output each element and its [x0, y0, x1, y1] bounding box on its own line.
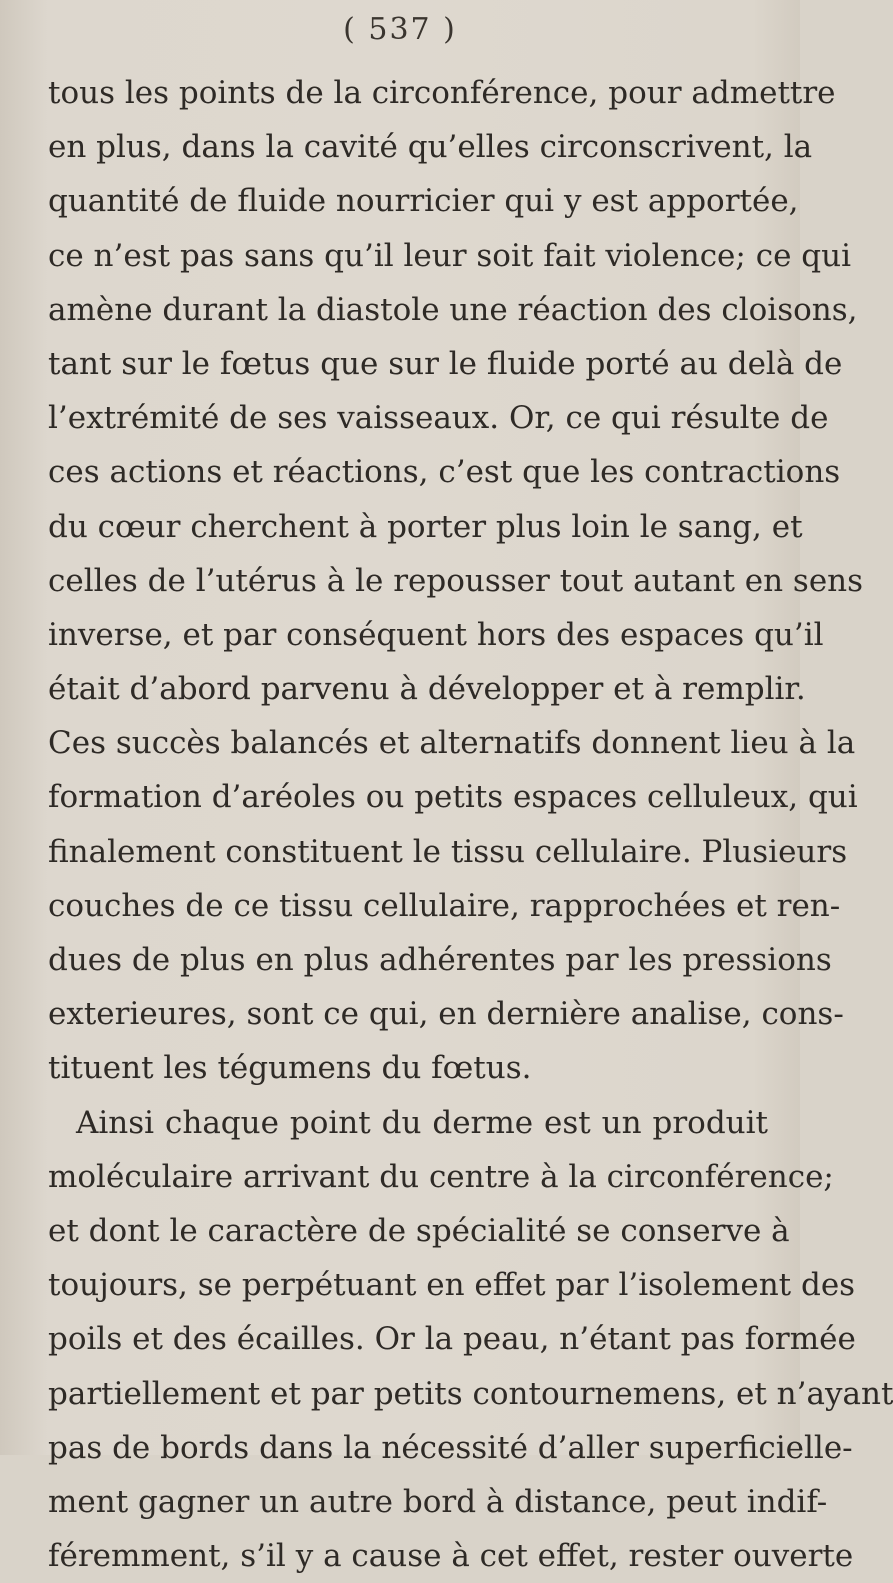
paragraph-end-line: tituent les tégumens du fœtus. — [48, 1050, 532, 1087]
text-line: dues de plus en plus adhérentes par les pressions — [48, 942, 832, 978]
text-line: toujours, se perpétuant en effet par l’isolement des — [48, 1267, 856, 1304]
text-line: ce n’est pas sans qu’il leur soit fait violence; ce qui — [48, 237, 851, 274]
text-line: couches de ce tissu cellulaire, rapprochées et ren- — [48, 887, 841, 924]
text-line: quantité de fluide nourricier qui y est apportée, — [48, 183, 799, 220]
text-line: tant sur le fœtus que sur le fluide porté au delà de — [48, 345, 843, 382]
text-line: ment gagner un autre bord à distance, peut indif- — [48, 1483, 828, 1520]
page-number: ( 537 ) — [343, 12, 457, 47]
text-line: du cœur cherchent à porter plus loin le sang, et — [48, 508, 803, 545]
text-line: Ces succès balancés et alternatifs donnent lieu à la — [48, 725, 856, 762]
text-line: ces actions et réactions, c’est que les contractions — [48, 454, 841, 491]
text-line: partiellement et par petits contournemens, et n’ayant — [48, 1375, 893, 1412]
text-line: et dont le caractère de spécialité se conserve à — [48, 1212, 790, 1249]
text-line: l’extrémité de ses vaisseaux. Or, ce qui résulte de — [48, 400, 829, 437]
text-line: tous les points de la circonférence, pour admettre — [48, 75, 836, 111]
text-line: poils et des écailles. Or la peau, n’étant pas formée — [48, 1321, 856, 1358]
paragraph-start-line: Ainsi chaque point du derme est un produit — [76, 1104, 768, 1141]
body-text — [48, 66, 893, 1583]
text-line: pas de bords dans la nécessité d’aller superficielle- — [48, 1429, 853, 1466]
text-line: en plus, dans la cavité qu’elles circonscrivent, la — [48, 129, 813, 166]
text-line: moléculaire arrivant du centre à la circonférence; — [48, 1158, 834, 1195]
text-line: celles de l’utérus à le repousser tout autant en sens — [48, 562, 864, 599]
text-line: finalement constituent le tissu cellulaire. Plusieurs — [48, 833, 848, 870]
text-line: amène durant la diastole une réaction des cloisons, — [48, 291, 858, 328]
text-line: féremment, s’il y a cause à cet effet, rester ouverte — [48, 1538, 854, 1575]
text-line: exterieures, sont ce qui, en dernière analise, cons- — [48, 996, 844, 1033]
text-line: était d’abord parvenu à développer et à remplir. — [48, 671, 806, 708]
text-line: formation d’aréoles ou petits espaces celluleux, qui — [48, 779, 858, 816]
text-line: inverse, et par conséquent hors des espaces qu’il — [48, 616, 824, 653]
